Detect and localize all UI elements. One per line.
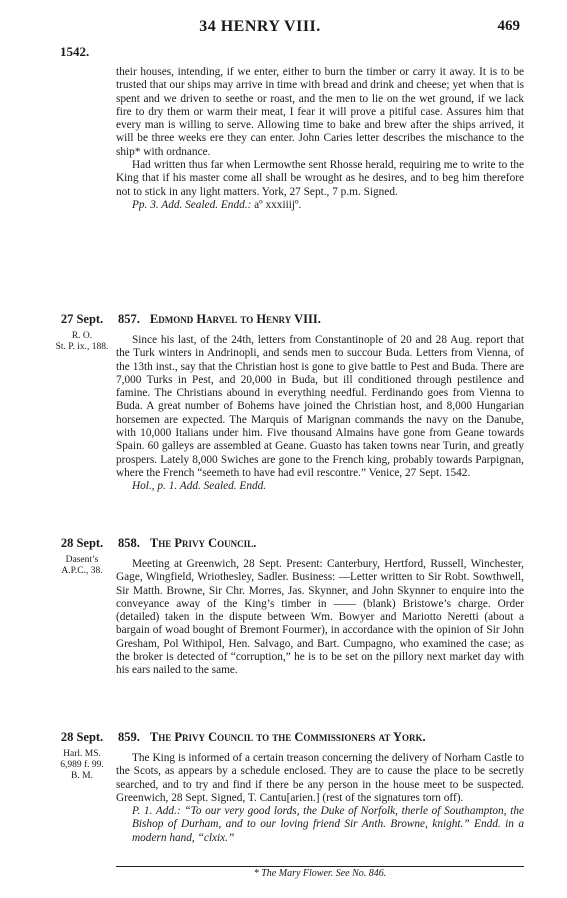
- entry-date: 28 Sept.: [60, 536, 104, 550]
- footnote-divider: [116, 866, 524, 867]
- entry-858-body: [116, 558, 524, 678]
- entry-title: The Privy Council to the Commissioners at York.: [149, 730, 426, 744]
- running-title: 34 HENRY VIII.: [199, 18, 321, 35]
- entry-number: 858.: [118, 536, 140, 550]
- entry-text: Meeting at Greenwich, 28 Sept. Present: Canterbury, Hertford, Russell, Winchester, Gage, Wingfield, Wriothesley, Sadler. Business: —Letter written to Sir Robt. Sowthwell, Sir Matth. Browne, Sir Chr. Morres, Jas. Skynner, and John Skynner to enquire into the conveyance away of the King’s timber in —— (blank) Bristowe’s charge. Order (detailed) taken in the dispute between Wm. Bowyer and Mariotto Neretti (about a bargain of woad bought of Bremont Fourmer), in accordance with the opinion of Sir John Gresham, Pol Withipol, Hen. Salvago, and Bart. Cumpagno, who examined the case; as the broker is detected of “corruption,” he is to be set on the pillory next market day with his ears nailed to the same.: [116, 558, 524, 677]
- continuation-block: [116, 66, 524, 212]
- entry-source-ref: R. O. St. P. ix., 188.: [55, 331, 109, 352]
- entry-date: 28 Sept.: [60, 730, 104, 744]
- entry-859-margin: [52, 730, 112, 782]
- entry-meta: Hol., p. 1. Add. Sealed. Endd.: [132, 480, 267, 493]
- entry-857-margin: [52, 312, 112, 353]
- entry-source-ref: Dasent’s A.P.C., 38.: [61, 555, 103, 576]
- continuation-meta: [132, 199, 524, 212]
- entry-858-margin: [52, 536, 112, 577]
- entry-859-heading: [118, 730, 426, 745]
- entry-text: Since his last, of the 24th, letters from Constantinople of 20 and 28 Aug. report that the Turk winters in Andrinopli, and sends men to succour Buda. Letters from Vienna, of the 13th inst., say that the Christian host is gone to give battle to Pest and Buda. There are 7,000 Turks in Pest, and 20,000 in Buda, but ill conditioned through pestilence and famine. The Christians abound in everything needful. Ferdinando goes from Vienna to Buda. A great number of Bohems have joined the Christian host, and 8,000 Hungarian horsemen are expected. The Marquis of Marignan commands the navy on the Danube, with 10,000 Italians under him. Five thousand Almains have gone from Geane towards Spain. 60 galleys are assembled at Geane. Guasto has taken towns near Turin, and greatly prospers. Lately 8,000 Swiches are gone to the French king, probably towards Parpignan, where the French “seemeth to have had evil rescontre.” Venice, 27 Sept. 1542.: [116, 334, 524, 479]
- page-number: 469: [497, 18, 520, 34]
- entry-859-body: [116, 752, 524, 845]
- footnote: * The Mary Flower. See No. 846.: [253, 868, 387, 879]
- entry-title: The Privy Council.: [149, 536, 257, 550]
- entry-title: Edmond Harvel to Henry VIII.: [149, 312, 321, 326]
- year-marker: 1542.: [60, 44, 90, 59]
- continuation-meta-label: Pp. 3. Add. Sealed. Endd.:: [132, 198, 252, 211]
- entry-857-heading: [118, 312, 321, 327]
- entry-857-body: [116, 334, 524, 494]
- continuation-paragraph: their houses, intending, if we enter, either to burn the timber or carry it away. It is to be trusted that our ships may arrive in time with bread and drink and cheese; yet when that is spent and we driven to seethe or roast, and the men to lie on the wet ground, if we lack fire to dry them or warm their meat, I fear it will prove a pitiful case. Assures him that every man is willing to serve. Allowing time to bake and brew after the ships arrived, it will be three weeks ere they can enter. John Caries letter describes the mischance to the ship* with ordnance.: [116, 66, 524, 158]
- entry-date: 27 Sept.: [60, 312, 104, 326]
- entry-858-heading: [118, 536, 256, 551]
- continuation-meta-tail: aº xxxiiijº.: [254, 198, 302, 211]
- entry-text: The King is informed of a certain treason concerning the delivery of Norham Castle to the Scots, as appears by a schedule enclosed. They are to cause the place to be secretly searched, and to try and find if there be any person in the house meet to be suspected. Greenwich, 28 Sept. Signed, T. Cantu[arien.] (rest of the signatures torn off).: [116, 752, 524, 804]
- entry-number: 857.: [118, 312, 140, 326]
- entry-meta: P. 1. Add.: “To our very good lords, the Duke of Norfolk, therle of Southampton, the Bishop of Durham, and to our loving friend Sir Anth. Browne, knight.” Endd. in a modern hand, “clxix.”: [132, 805, 524, 844]
- continuation-paragraph-2: Had written thus far when Lermowthe sent Rhosse herald, requiring me to write to the King that if his master come all shall be wrought as he desires, and to beg him therefore not to stick in any light matters. York, 27 Sept., 7 p.m. Signed.: [116, 159, 524, 198]
- entry-number: 859.: [118, 730, 140, 744]
- entry-source-ref: Harl. MS. 6,989 f. 99. B. M.: [60, 749, 104, 781]
